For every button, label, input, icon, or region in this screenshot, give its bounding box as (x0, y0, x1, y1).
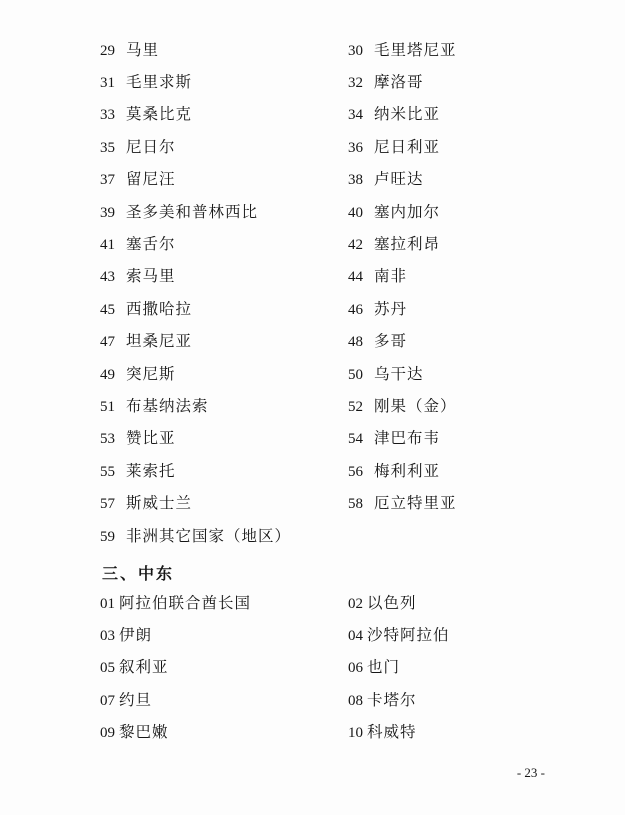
country-entry (348, 137, 520, 158)
country-code: 40 (348, 204, 363, 221)
country-entry (348, 202, 520, 223)
country-code: 05 (100, 660, 115, 677)
country-name: 也门 (367, 658, 401, 677)
country-name: 科威特 (367, 723, 417, 742)
country-name: 莫桑比克 (126, 105, 193, 124)
country-code: 07 (100, 692, 115, 709)
country-name: 斯威士兰 (126, 494, 193, 513)
country-code: 51 (100, 398, 115, 415)
country-code: 04 (348, 628, 363, 645)
country-code: 52 (348, 398, 363, 415)
country-entry (348, 40, 520, 61)
country-entry (100, 625, 348, 646)
country-code: 35 (100, 139, 115, 156)
country-entry (348, 299, 520, 320)
country-code: 49 (100, 366, 115, 383)
country-name: 赞比亚 (126, 429, 176, 448)
country-entry (348, 722, 520, 743)
country-entry (100, 690, 348, 711)
country-name: 苏丹 (374, 299, 408, 318)
country-code: 32 (348, 75, 363, 92)
country-name: 叙利亚 (119, 658, 169, 677)
country-code: 02 (348, 595, 363, 612)
country-code: 41 (100, 237, 115, 254)
country-entry (348, 104, 520, 125)
country-code: 37 (100, 172, 115, 189)
country-code: 54 (348, 431, 363, 448)
country-code: 33 (100, 107, 115, 124)
country-name: 圣多美和普林西比 (126, 202, 259, 221)
country-entry (348, 657, 520, 678)
country-name: 沙特阿拉伯 (367, 626, 450, 645)
country-entry (100, 493, 348, 514)
country-entry (100, 526, 520, 547)
country-name: 非洲其它国家（地区） (126, 526, 292, 545)
country-code: 08 (348, 692, 363, 709)
country-name: 西撒哈拉 (126, 299, 193, 318)
country-entry (348, 428, 520, 449)
country-entry (100, 266, 348, 287)
country-entry (348, 493, 520, 514)
country-entry (100, 461, 348, 482)
country-code: 57 (100, 496, 115, 513)
country-name: 以色列 (367, 593, 417, 612)
country-code: 39 (100, 204, 115, 221)
page-number: - 23 - (516, 765, 545, 780)
country-name: 毛里塔尼亚 (374, 40, 457, 59)
country-name: 莱索托 (126, 461, 176, 480)
country-entry (100, 202, 348, 223)
country-name: 乌干达 (374, 364, 424, 383)
country-code: 06 (348, 660, 363, 677)
country-code: 03 (100, 628, 115, 645)
country-entry (100, 593, 348, 614)
country-name: 摩洛哥 (374, 73, 424, 92)
country-code: 59 (100, 528, 115, 545)
country-code: 55 (100, 463, 115, 480)
country-code: 45 (100, 301, 115, 318)
country-name: 尼日尔 (126, 137, 176, 156)
country-name: 黎巴嫩 (119, 723, 169, 742)
country-entry (348, 625, 520, 646)
middle-east-country-list (100, 587, 520, 749)
country-name: 卡塔尔 (367, 690, 417, 709)
country-code: 56 (348, 463, 363, 480)
country-name: 纳米比亚 (374, 105, 441, 124)
country-name: 梅利利亚 (374, 461, 441, 480)
country-entry (100, 428, 348, 449)
country-code: 34 (348, 107, 363, 124)
country-name: 塞拉利昂 (374, 235, 441, 254)
country-entry (348, 690, 520, 711)
country-entry (348, 266, 520, 287)
country-name: 塞舌尔 (126, 235, 176, 254)
country-code: 29 (100, 42, 115, 59)
country-name: 南非 (374, 267, 408, 286)
country-code: 48 (348, 334, 363, 351)
country-entry (348, 72, 520, 93)
country-entry (348, 364, 520, 385)
country-entry (100, 40, 348, 61)
country-name: 塞内加尔 (374, 202, 441, 221)
country-name: 厄立特里亚 (374, 494, 457, 513)
country-entry (100, 722, 348, 743)
country-entry (348, 169, 520, 190)
country-name: 津巴布韦 (374, 429, 441, 448)
country-name: 尼日利亚 (374, 137, 441, 156)
country-entry (100, 72, 348, 93)
country-entry (100, 104, 348, 125)
country-code: 10 (348, 725, 363, 742)
country-name: 约旦 (119, 690, 153, 709)
country-code: 31 (100, 75, 115, 92)
country-code: 58 (348, 496, 363, 513)
country-code: 30 (348, 42, 363, 59)
country-entry (348, 396, 520, 417)
country-code: 36 (348, 139, 363, 156)
country-code: 47 (100, 334, 115, 351)
country-name: 留尼汪 (126, 170, 176, 189)
country-name: 多哥 (374, 332, 408, 351)
country-code: 42 (348, 237, 363, 254)
country-code: 46 (348, 301, 363, 318)
country-code: 38 (348, 172, 363, 189)
country-entry (100, 657, 348, 678)
country-code: 01 (100, 595, 115, 612)
country-entry (348, 461, 520, 482)
country-code: 43 (100, 269, 115, 286)
country-name: 索马里 (126, 267, 176, 286)
country-entry (348, 331, 520, 352)
country-entry (100, 396, 348, 417)
country-entry (100, 234, 348, 255)
country-entry (100, 331, 348, 352)
country-entry (100, 137, 348, 158)
country-name: 阿拉伯联合酋长国 (119, 593, 252, 612)
country-name: 刚果（金） (374, 396, 457, 415)
country-code: 50 (348, 366, 363, 383)
country-name: 布基纳法索 (126, 396, 209, 415)
country-entry (100, 364, 348, 385)
country-entry (348, 593, 520, 614)
country-entry (100, 169, 348, 190)
country-name: 突尼斯 (126, 364, 176, 383)
country-name: 坦桑尼亚 (126, 332, 193, 351)
country-entry (100, 299, 348, 320)
country-name: 卢旺达 (374, 170, 424, 189)
country-name: 毛里求斯 (126, 73, 193, 92)
section-heading-middle-east: 三、中东 (102, 564, 175, 583)
country-code: 09 (100, 725, 115, 742)
country-name: 伊朗 (119, 626, 153, 645)
africa-country-list (100, 34, 520, 552)
country-code: 53 (100, 431, 115, 448)
country-code: 44 (348, 269, 363, 286)
country-entry (348, 234, 520, 255)
country-name: 马里 (126, 40, 160, 59)
